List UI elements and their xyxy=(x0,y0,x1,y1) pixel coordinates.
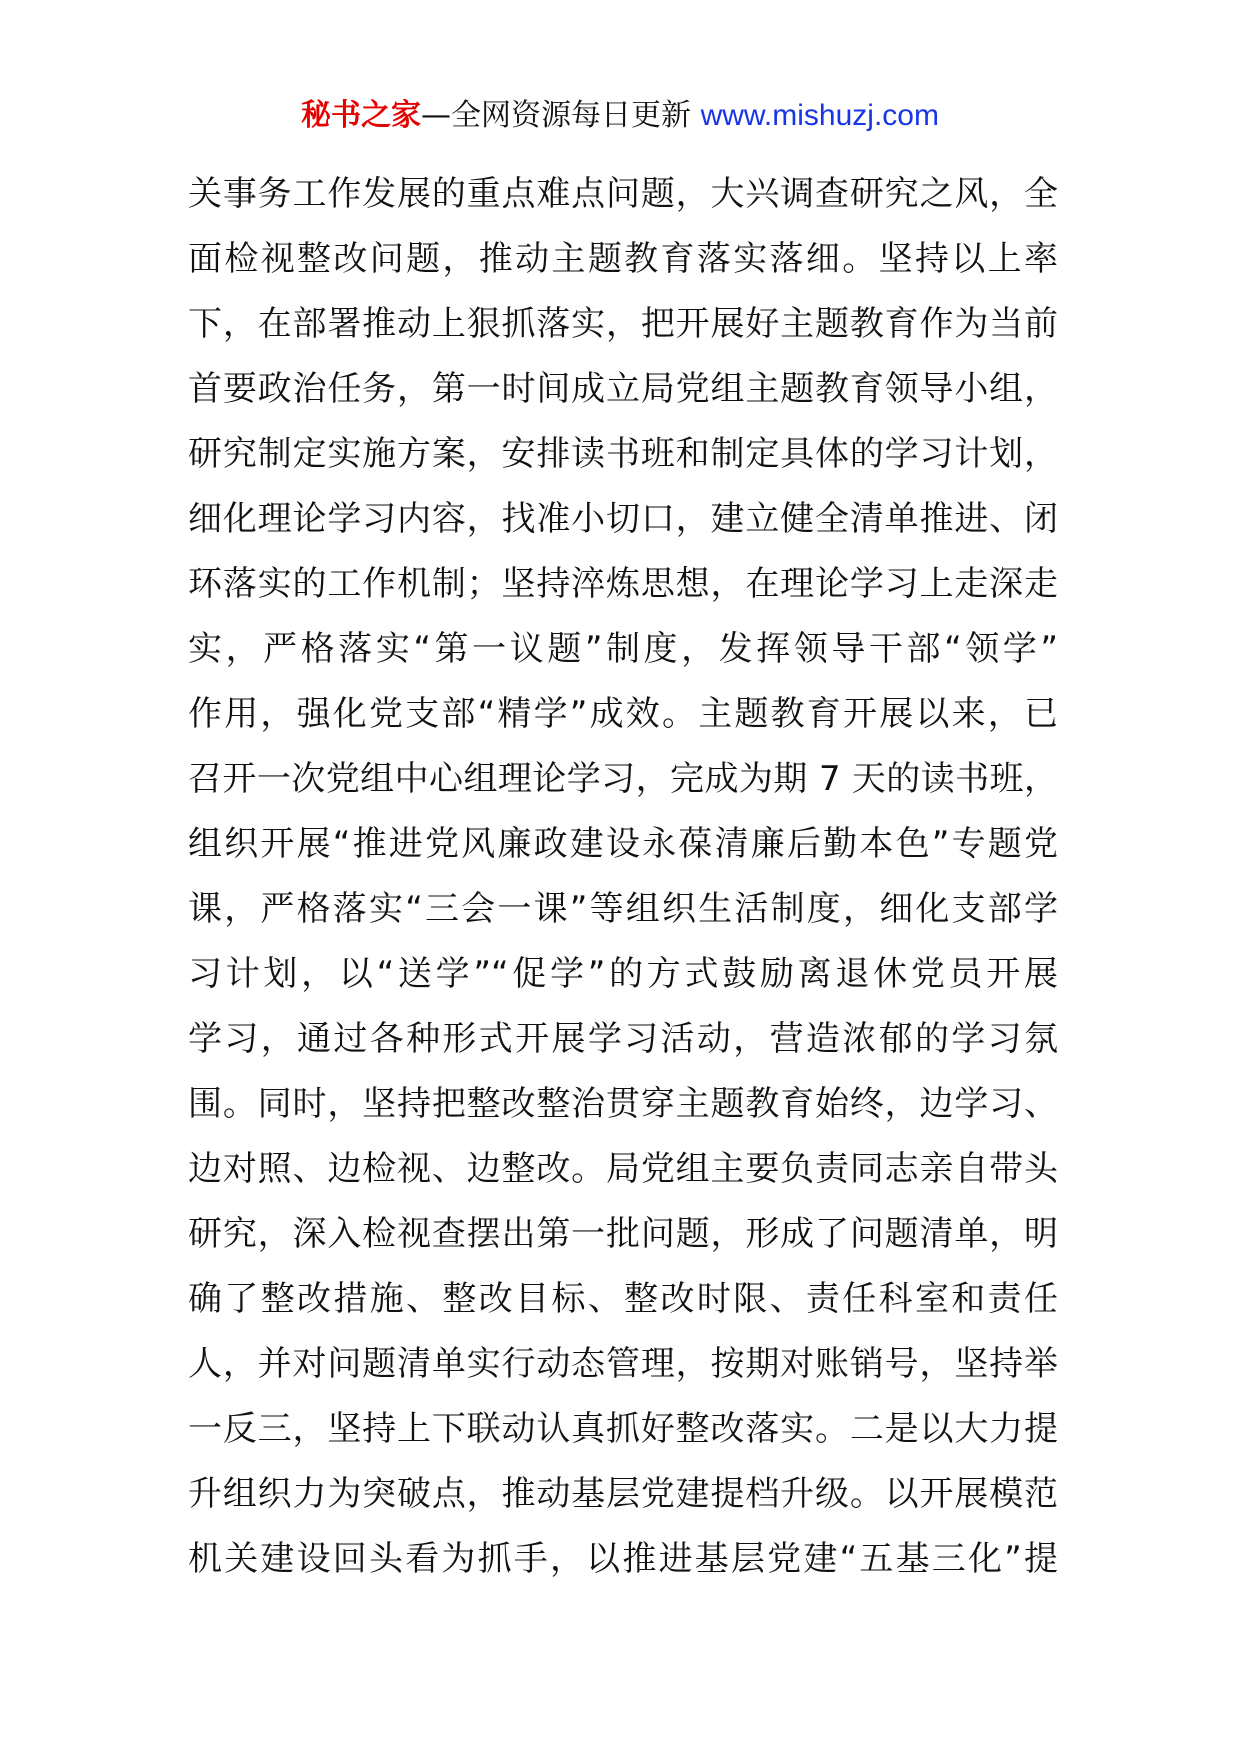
site-url-link[interactable]: www.mishuzj.com xyxy=(700,99,939,132)
text-line: 首要政治任务，第一时间成立局党组主题教育领导小组， xyxy=(188,369,1058,409)
text-line: 下，在部署推动上狠抓落实，把开展好主题教育作为当前 xyxy=(188,304,1058,344)
text-line: 学习，通过各种形式开展学习活动，营造浓郁的学习氛 xyxy=(188,1019,1058,1059)
text-line: 课，严格落实“三会一课”等组织生活制度，细化支部学 xyxy=(188,889,1058,929)
text-line: 召开一次党组中心组理论学习，完成为期 7 天的读书班， xyxy=(188,759,1058,799)
text-line: 作用，强化党支部“精学”成效。主题教育开展以来，已 xyxy=(188,694,1058,734)
text-line: 关事务工作发展的重点难点问题，大兴调查研究之风，全 xyxy=(188,174,1058,214)
site-tagline: —全网资源每日更新 xyxy=(421,98,701,133)
text-line: 环落实的工作机制；坚持淬炼思想，在理论学习上走深走 xyxy=(188,564,1058,604)
text-line: 机关建设回头看为抓手，以推进基层党建“五基三化”提 xyxy=(188,1539,1058,1579)
text-line: 一反三，坚持上下联动认真抓好整改落实。二是以大力提 xyxy=(188,1409,1058,1449)
text-line: 围。同时，坚持把整改整治贯穿主题教育始终，边学习、 xyxy=(188,1084,1058,1124)
text-line: 实，严格落实“第一议题”制度，发挥领导干部“领学” xyxy=(188,629,1058,669)
text-line: 确了整改措施、整改目标、整改时限、责任科室和责任 xyxy=(188,1279,1058,1319)
text-line: 研究制定实施方案，安排读书班和制定具体的学习计划， xyxy=(188,434,1058,474)
text-line: 组织开展“推进党风廉政建设永葆清廉后勤本色”专题党 xyxy=(188,824,1058,864)
text-line: 面检视整改问题，推动主题教育落实落细。坚持以上率 xyxy=(188,239,1058,279)
text-line: 习计划，以“送学”“促学”的方式鼓励离退休党员开展 xyxy=(188,954,1058,994)
site-brand: 秘书之家 xyxy=(301,98,422,133)
text-line: 细化理论学习内容，找准小切口，建立健全清单推进、闭 xyxy=(188,499,1058,539)
text-line: 升组织力为突破点，推动基层党建提档升级。以开展模范 xyxy=(188,1474,1058,1514)
document-body xyxy=(188,162,1058,1592)
site-header xyxy=(0,96,1240,136)
text-line: 研究，深入检视查摆出第一批问题，形成了问题清单，明 xyxy=(188,1214,1058,1254)
text-line: 边对照、边检视、边整改。局党组主要负责同志亲自带头 xyxy=(188,1149,1058,1189)
text-line: 人，并对问题清单实行动态管理，按期对账销号，坚持举 xyxy=(188,1344,1058,1384)
